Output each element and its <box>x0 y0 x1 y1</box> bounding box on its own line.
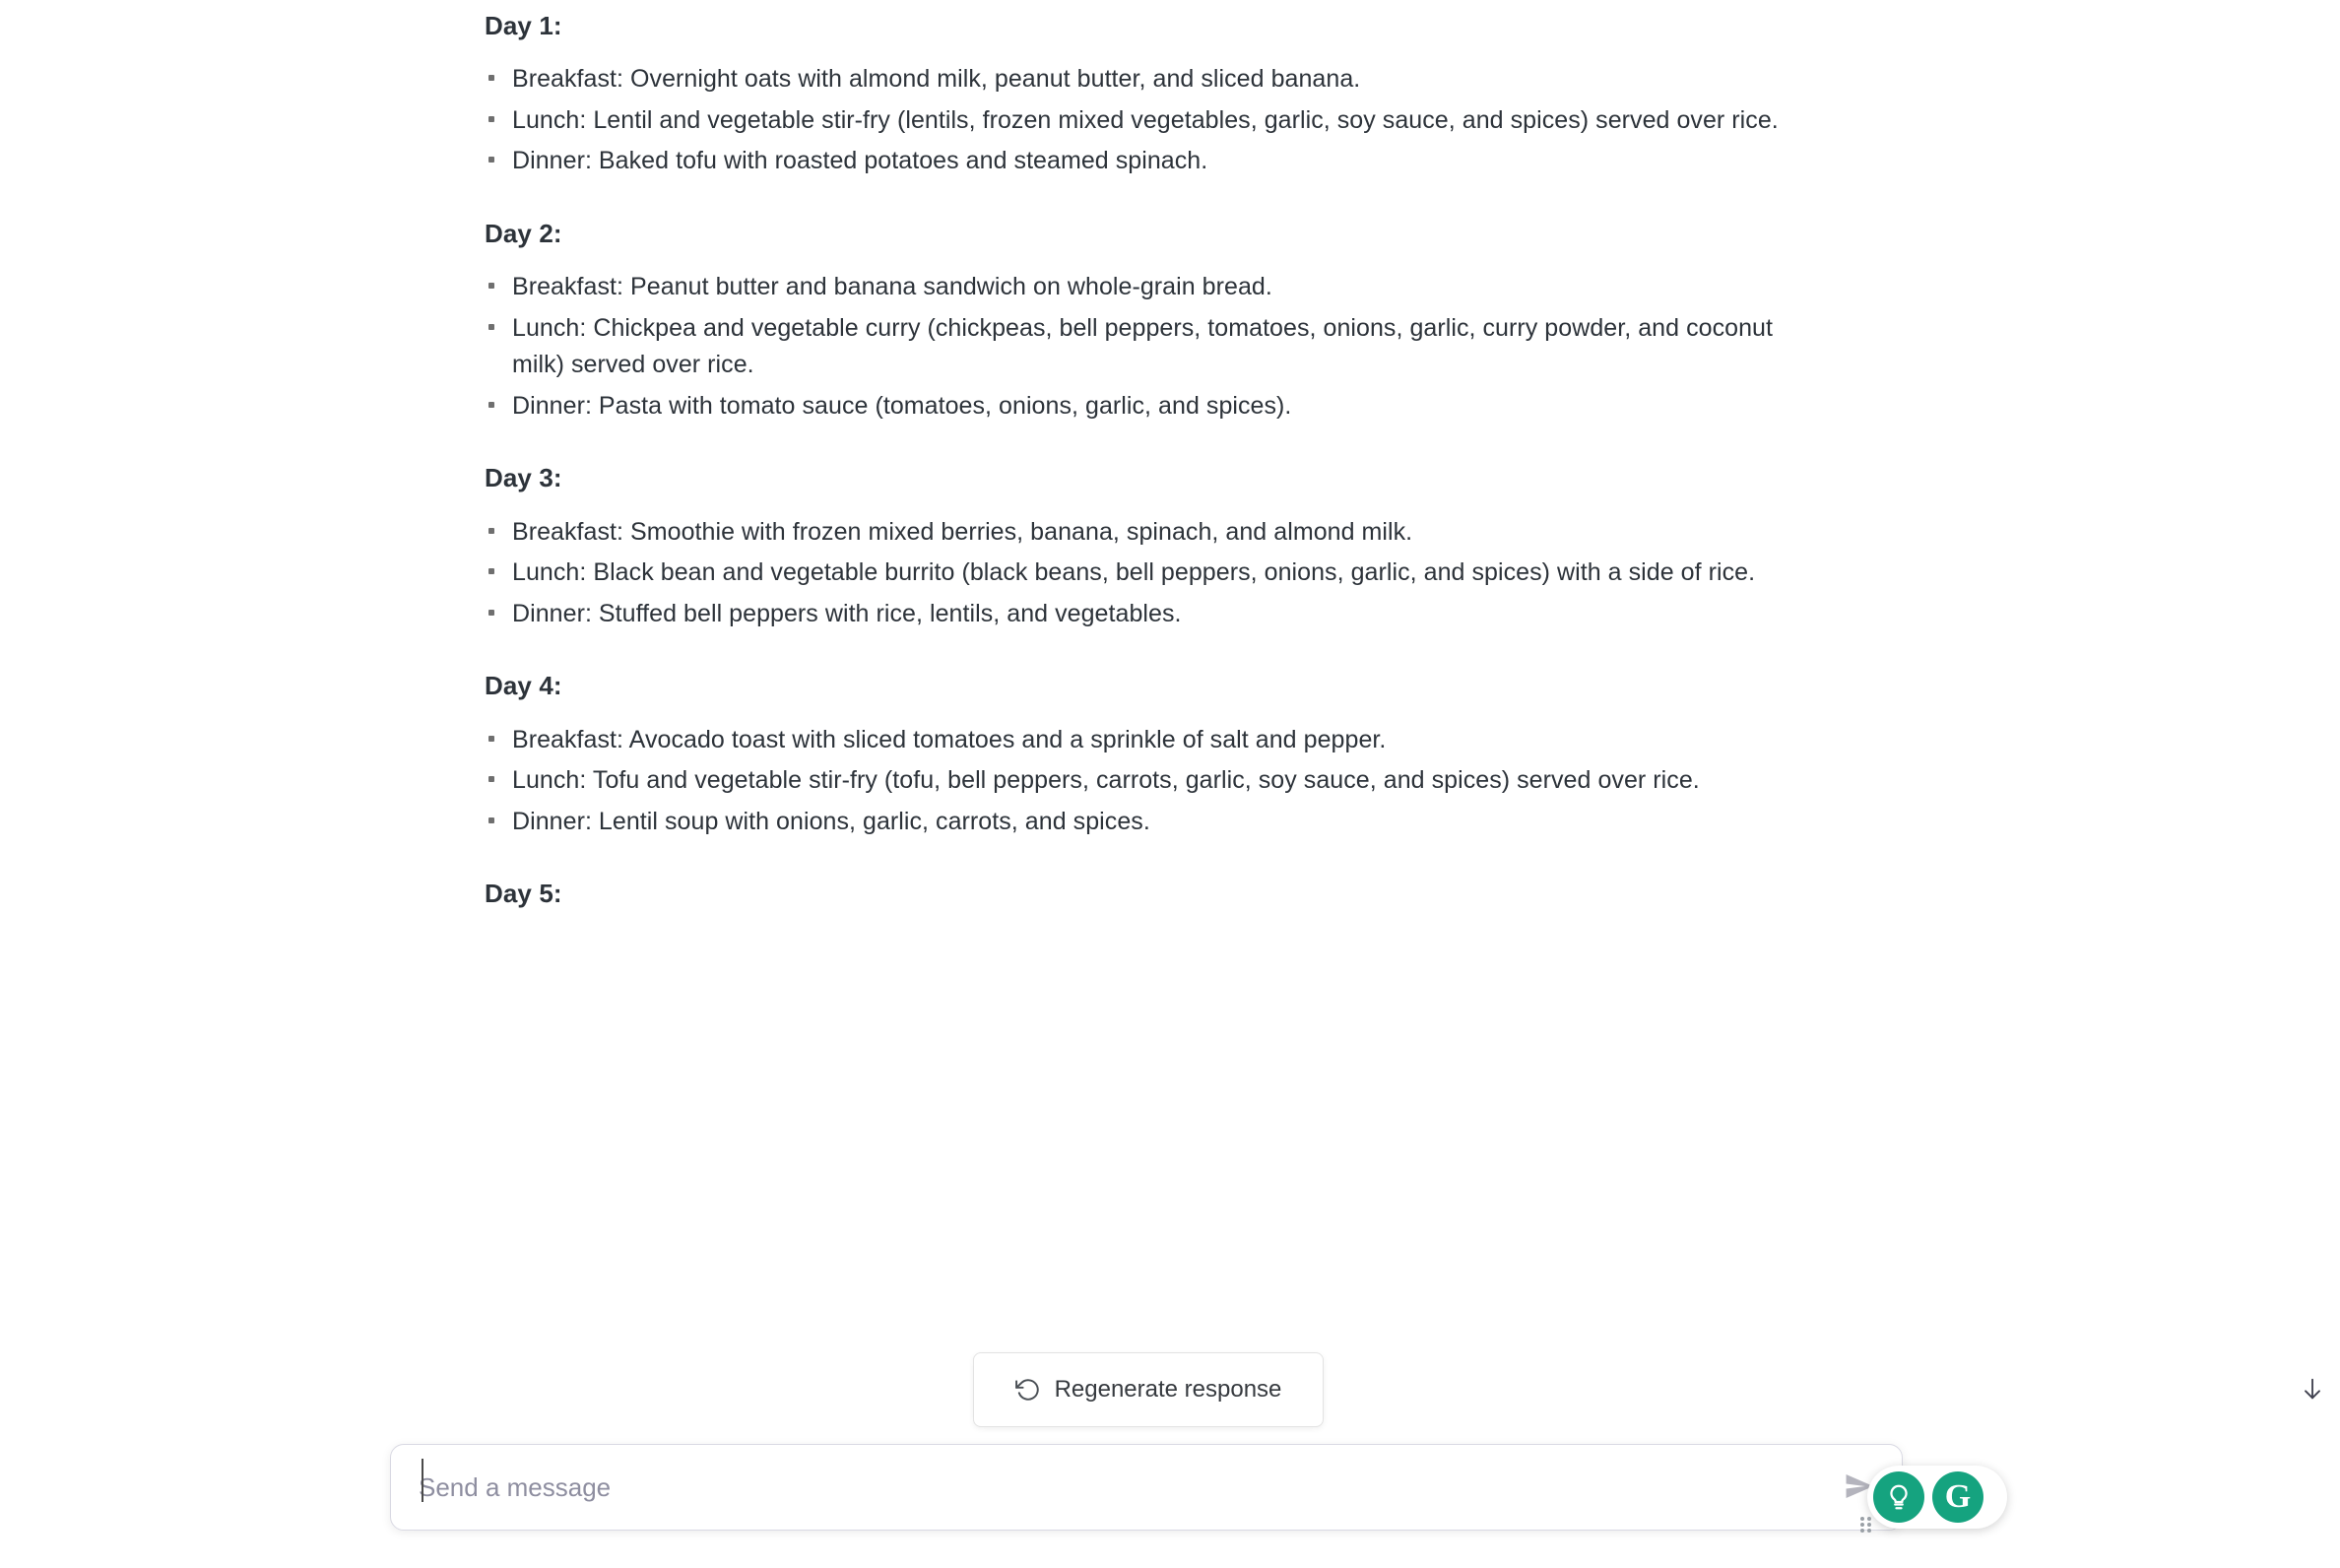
day-heading: Day 4: <box>485 671 562 701</box>
day-block <box>485 876 1785 911</box>
assistant-widget[interactable] <box>1867 1466 2007 1529</box>
refresh-icon <box>1015 1377 1041 1403</box>
day-heading: Day 5: <box>485 879 562 909</box>
day-block <box>485 8 1785 180</box>
day-block <box>485 460 1785 632</box>
list-item: Dinner: Stuffed bell peppers with rice, lentils, and vegetables. <box>485 596 1785 633</box>
list-item: Lunch: Chickpea and vegetable curry (chickpeas, bell peppers, tomatoes, onions, garlic, curry powder, and coconut milk) served over rice. <box>485 310 1785 384</box>
grammarly-letter: G <box>1944 1478 1972 1515</box>
scroll-to-bottom-button[interactable] <box>2295 1373 2330 1408</box>
grammarly-icon[interactable] <box>1932 1471 1983 1523</box>
search-input[interactable] <box>391 1445 1831 1530</box>
text-cursor <box>422 1459 423 1502</box>
message-composer[interactable] <box>390 1444 1903 1531</box>
arrow-down-icon <box>2299 1375 2326 1407</box>
list-item: Breakfast: Peanut butter and banana sandwich on whole-grain bread. <box>485 269 1785 306</box>
assistant-message <box>485 0 1785 947</box>
regenerate-response-label: Regenerate response <box>1054 1376 1282 1403</box>
meal-list <box>485 269 1785 425</box>
day-heading: Day 3: <box>485 463 562 493</box>
day-heading: Day 2: <box>485 218 562 248</box>
widget-drag-handle[interactable] <box>1860 1517 1878 1535</box>
list-item: Breakfast: Avocado toast with sliced tomatoes and a sprinkle of salt and pepper. <box>485 722 1785 759</box>
list-item: Dinner: Lentil soup with onions, garlic, carrots, and spices. <box>485 804 1785 841</box>
list-item: Breakfast: Overnight oats with almond milk, peanut butter, and sliced banana. <box>485 61 1785 98</box>
bulb-icon[interactable] <box>1873 1471 1924 1523</box>
list-item: Dinner: Pasta with tomato sauce (tomatoes, onions, garlic, and spices). <box>485 388 1785 425</box>
regenerate-response-button[interactable] <box>973 1352 1324 1427</box>
meal-list <box>485 514 1785 633</box>
list-item: Breakfast: Smoothie with frozen mixed berries, banana, spinach, and almond milk. <box>485 514 1785 552</box>
regenerate-response-wrapper <box>973 1352 1324 1427</box>
meal-list <box>485 61 1785 180</box>
list-item: Lunch: Black bean and vegetable burrito (black beans, bell peppers, onions, garlic, and spices) with a side of rice. <box>485 555 1785 592</box>
day-heading: Day 1: <box>485 11 562 40</box>
day-block <box>485 668 1785 840</box>
list-item: Lunch: Tofu and vegetable stir-fry (tofu, bell peppers, carrots, garlic, soy sauce, and spices) served over rice. <box>485 762 1785 800</box>
day-block <box>485 216 1785 425</box>
list-item: Dinner: Baked tofu with roasted potatoes and steamed spinach. <box>485 143 1785 180</box>
list-item: Lunch: Lentil and vegetable stir-fry (lentils, frozen mixed vegetables, garlic, soy sauce, and spices) served over rice. <box>485 102 1785 140</box>
meal-list <box>485 722 1785 841</box>
